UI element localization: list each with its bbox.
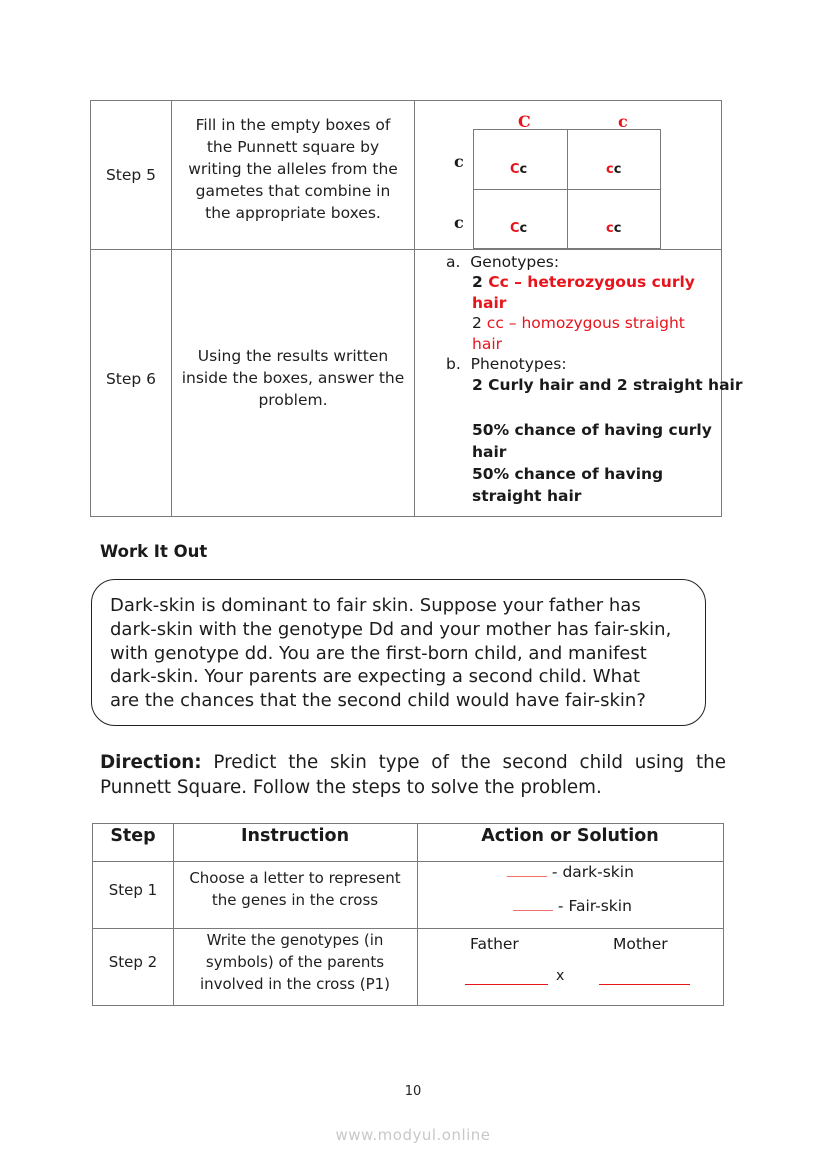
grid-line <box>474 189 660 190</box>
instruction-line: the appropriate boxes. <box>205 204 381 222</box>
allele-dominant: C <box>510 221 520 236</box>
text-line: 50% chance of having curly <box>472 421 712 439</box>
instruction-line: symbols) of the parents <box>205 953 385 971</box>
step-1-label: Step 1 <box>108 881 158 899</box>
allele: c <box>519 221 528 236</box>
punnett-square <box>473 129 661 249</box>
text-line: dark-skin with the genotype Dd and your mother has fair-skin, <box>110 618 672 640</box>
father-genotype-blank[interactable] <box>465 984 548 985</box>
genotype-desc: hair <box>472 293 507 312</box>
punnett-cell <box>606 162 621 177</box>
header-step: Step <box>110 826 156 846</box>
genotypes-heading <box>446 252 559 273</box>
father-label: Father <box>470 935 519 953</box>
count: 2 <box>472 273 489 291</box>
answer-label: - dark-skin <box>547 863 634 881</box>
instruction-line: the genes in the cross <box>211 891 379 909</box>
step-1-instruction <box>173 867 417 911</box>
allele: c <box>519 162 528 177</box>
punnett-col-header: C <box>518 112 531 131</box>
punnett-row-header: c <box>454 152 464 171</box>
genotype-code: Cc <box>488 273 509 291</box>
genotype-desc: – homozygous straight <box>503 314 685 332</box>
chance-curly <box>472 419 712 507</box>
column-divider <box>417 824 418 1005</box>
page-number: 10 <box>404 1084 422 1099</box>
list-label: Genotypes: <box>470 253 560 271</box>
list-marker: a. <box>446 253 461 271</box>
header-action: Action or Solution <box>481 826 659 846</box>
step-5-label: Step 5 <box>105 166 157 184</box>
genotype-code: cc <box>486 314 504 332</box>
instruction-line: Write the genotypes (in <box>206 931 384 949</box>
list-label: Phenotypes: <box>470 355 567 373</box>
count: 2 <box>472 314 487 332</box>
fair-skin-answer <box>513 896 632 915</box>
instruction-line: Fill in the empty boxes of <box>195 116 391 134</box>
genotype-homozygous <box>472 313 685 354</box>
instruction-line: Using the results written <box>197 347 389 365</box>
direction-text: Predict the skin type of the second child using the Punnett Square. Follow the steps to solve the problem. <box>100 752 726 798</box>
allele-dominant: C <box>510 162 520 177</box>
instruction-line: Choose a letter to represent <box>189 869 401 887</box>
problem-statement <box>110 594 700 713</box>
punnett-col-header: c <box>618 112 628 131</box>
column-divider <box>414 101 415 516</box>
answer-label: - Fair-skin <box>553 897 632 915</box>
step-5-instruction <box>172 114 414 224</box>
instruction-line: gametes that combine in <box>195 182 391 200</box>
answer-blank-dominant[interactable] <box>507 862 547 877</box>
allele: c <box>613 162 622 177</box>
instruction-line: problem. <box>258 391 328 409</box>
punnett-cell <box>606 221 621 236</box>
instruction-line: writing the alleles from the <box>188 160 398 178</box>
step-6-instruction <box>172 345 414 411</box>
punnett-cell <box>510 162 527 177</box>
text-line: are the chances that the second child would have fair-skin? <box>110 690 646 712</box>
allele: c <box>613 221 622 236</box>
answer-blank-recessive[interactable] <box>513 896 553 911</box>
dark-skin-answer <box>507 862 634 881</box>
instruction-line: involved in the cross (P1) <box>199 975 391 993</box>
punnett-cell <box>510 221 527 236</box>
cross-symbol: x <box>556 968 565 984</box>
step-2-label: Step 2 <box>108 953 158 971</box>
header-instruction: Instruction <box>240 826 350 846</box>
step-2-instruction <box>173 929 417 995</box>
text-line: hair <box>472 443 507 461</box>
genotype-desc: – heterozygous curly <box>508 273 695 291</box>
allele: c <box>606 162 614 177</box>
list-marker: b. <box>446 355 461 373</box>
text-line: with genotype dd. You are the first-born child, and manifest <box>110 642 647 664</box>
direction-label: Direction: <box>100 752 202 773</box>
genotype-desc: hair <box>472 334 503 353</box>
text-line: straight hair <box>472 487 582 505</box>
instruction-line: inside the boxes, answer the <box>181 369 405 387</box>
direction-paragraph <box>100 750 726 800</box>
phenotypes-heading <box>446 354 567 375</box>
mother-genotype-blank[interactable] <box>599 984 690 985</box>
text-line: 50% chance of having <box>472 465 664 483</box>
text-line: dark-skin. Your parents are expecting a second child. What <box>110 666 641 688</box>
genotype-heterozygous <box>472 272 695 313</box>
allele: c <box>606 221 614 236</box>
text-line: Dark-skin is dominant to fair skin. Suppose your father has <box>110 595 641 616</box>
punnett-row-header: c <box>454 213 464 232</box>
section-title: Work It Out <box>100 542 208 561</box>
row-divider <box>91 249 721 250</box>
phenotype-result: 2 Curly hair and 2 straight hair <box>472 376 743 394</box>
instruction-line: the Punnett square by <box>206 138 380 156</box>
watermark: www.modyul.online <box>335 1126 491 1144</box>
step-6-label: Step 6 <box>105 370 157 388</box>
mother-label: Mother <box>613 935 668 953</box>
